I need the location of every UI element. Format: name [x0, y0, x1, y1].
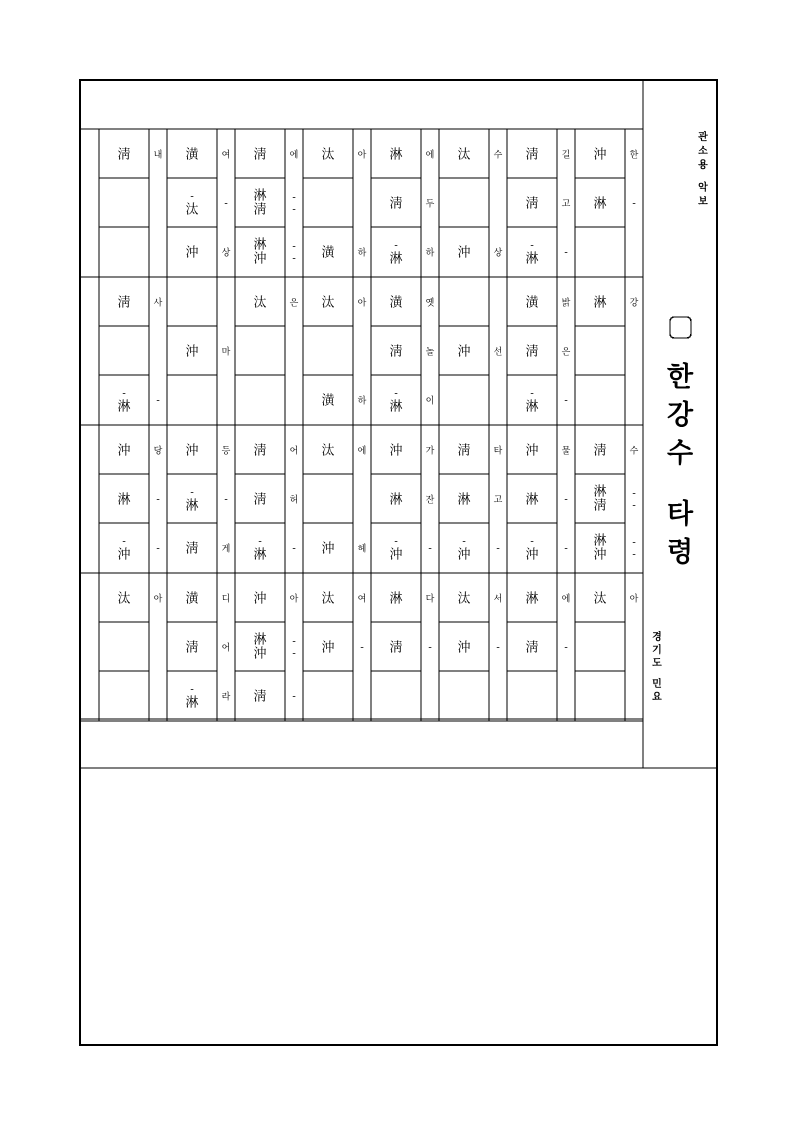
note-glyph: 淸 — [525, 196, 539, 212]
note-glyph: 淸 — [525, 344, 539, 360]
note-cell — [525, 443, 570, 459]
hold-mark: - — [190, 684, 194, 696]
note-cell — [321, 444, 366, 459]
lyric-mark: - — [632, 500, 636, 512]
note-cell — [253, 147, 298, 163]
lyric-syllable: 아 — [357, 298, 367, 309]
note-cell — [593, 295, 638, 311]
lyric-syllable: 하 — [425, 248, 435, 259]
note-cell — [389, 344, 434, 360]
hold-mark: - — [122, 536, 126, 548]
lyric-syllable: 하 — [357, 248, 367, 259]
subtitle-char: 관 — [698, 132, 708, 143]
note-cell — [321, 245, 366, 261]
note-cell — [117, 147, 162, 163]
note-cell — [185, 488, 228, 514]
note-cell — [457, 148, 502, 163]
lyric-mark: - — [496, 543, 500, 555]
note-glyph: 淸 — [389, 344, 403, 360]
lyric-mark: - — [632, 488, 636, 500]
note-glyph: 淋 — [525, 251, 539, 267]
origin-char: 기 — [652, 645, 662, 656]
lyric-mark: - — [292, 636, 296, 648]
note-glyph: 潢 — [321, 393, 335, 409]
title-panel — [651, 130, 708, 703]
note-glyph: 淸 — [525, 640, 539, 656]
note-cell — [185, 591, 230, 607]
origin-char: 도 — [652, 658, 662, 669]
note-glyph: 淋 — [389, 251, 403, 267]
lyric-syllable: 강 — [629, 298, 639, 309]
note-cell — [457, 492, 502, 508]
lyric-syllable: 아 — [289, 594, 299, 605]
lyric-syllable: 사 — [153, 298, 163, 309]
note-glyph: 淋 — [185, 498, 199, 514]
lyric-mark: - — [564, 247, 568, 259]
lyric-syllable: 하 — [357, 396, 367, 407]
note-glyph: 沖 — [185, 344, 199, 360]
lyric-mark: - — [292, 648, 296, 660]
lyric-syllable: 선 — [493, 347, 503, 358]
lyric-syllable: 상 — [493, 248, 503, 259]
note-glyph: 沖 — [253, 646, 267, 662]
origin-char: 요 — [652, 691, 662, 703]
note-glyph: 沖 — [185, 443, 199, 459]
note-glyph: 汰 — [457, 591, 471, 607]
lyric-mark: - — [632, 549, 636, 561]
note-cell — [389, 492, 434, 508]
lyric-syllable: 여 — [357, 594, 367, 605]
note-glyph: 汰 — [321, 295, 335, 311]
lyric-syllable: 여 — [221, 150, 231, 161]
note-glyph: 沖 — [253, 251, 267, 267]
lyric-mark: - — [564, 543, 568, 555]
note-cell — [457, 344, 502, 360]
lyric-syllable: 디 — [221, 594, 231, 605]
note-glyph: 淋 — [593, 196, 607, 212]
lyric-mark: - — [156, 543, 160, 555]
note-cell — [253, 188, 296, 218]
note-cell — [117, 537, 160, 563]
note-cell — [389, 147, 434, 163]
lyric-mark: - — [360, 642, 364, 654]
note-glyph: 沖 — [321, 541, 335, 557]
note-glyph: 沖 — [525, 443, 539, 459]
notation-grid — [80, 129, 643, 721]
note-cell — [253, 237, 296, 267]
outer-border — [80, 80, 717, 1045]
note-glyph: 沖 — [593, 547, 607, 563]
note-glyph: 潢 — [389, 295, 403, 311]
note-glyph: 淸 — [525, 147, 539, 163]
note-glyph: 淋 — [525, 492, 539, 508]
note-glyph: 淸 — [253, 202, 267, 218]
lyric-mark: - — [224, 494, 228, 506]
subtitle-char: 용 — [698, 160, 708, 171]
lyric-mark: - — [496, 642, 500, 654]
lyric-syllable: 타 — [493, 446, 503, 457]
lyric-mark: - — [632, 537, 636, 549]
note-cell — [593, 533, 636, 563]
note-glyph: 汰 — [321, 443, 335, 459]
note-cell — [525, 537, 568, 563]
notation-cells — [117, 147, 638, 711]
note-glyph: 淋 — [525, 399, 539, 415]
subtitle-char: 보 — [698, 196, 708, 208]
note-glyph: 沖 — [117, 443, 131, 459]
note-cell — [457, 443, 502, 459]
lyric-syllable: 내 — [153, 150, 163, 161]
lyric-mark: - — [428, 543, 432, 555]
note-cell — [253, 689, 296, 705]
note-glyph: 淋 — [253, 237, 267, 253]
note-glyph: 淋 — [389, 399, 403, 415]
note-cell — [117, 592, 162, 607]
lyric-syllable: 아 — [153, 594, 163, 605]
lyric-mark: - — [292, 241, 296, 253]
note-cell — [525, 492, 568, 508]
note-cell — [253, 591, 298, 607]
note-glyph: 淋 — [117, 492, 131, 508]
lyric-syllable: 고 — [493, 495, 503, 506]
note-glyph: 淸 — [117, 147, 131, 163]
lyric-syllable: 밝 — [561, 298, 571, 309]
note-cell — [525, 344, 570, 360]
lyric-syllable: 가 — [425, 446, 435, 457]
lyric-syllable: 에 — [561, 594, 571, 605]
note-glyph: 淸 — [593, 498, 607, 514]
note-glyph: 淸 — [253, 443, 267, 459]
lyric-syllable: 놀 — [425, 347, 435, 358]
note-cell — [185, 443, 230, 459]
hold-mark: - — [530, 536, 534, 548]
note-glyph: 沖 — [389, 443, 403, 459]
note-cell — [253, 443, 298, 459]
lyric-syllable: 아 — [629, 594, 639, 605]
note-glyph: 淸 — [253, 147, 267, 163]
note-cell — [185, 640, 230, 656]
note-cell — [185, 147, 230, 163]
note-cell — [321, 296, 366, 311]
lyric-syllable: 고 — [561, 199, 571, 210]
note-cell — [525, 295, 570, 311]
note-cell — [117, 492, 160, 508]
note-glyph: 沖 — [253, 591, 267, 607]
note-cell — [253, 296, 298, 311]
lyric-mark: - — [564, 494, 568, 506]
note-glyph: 淸 — [457, 443, 471, 459]
note-glyph: 淋 — [593, 533, 607, 549]
note-cell — [321, 640, 364, 656]
lyric-syllable: 물 — [561, 446, 571, 457]
hold-mark: - — [394, 240, 398, 252]
note-glyph: 淸 — [185, 640, 199, 656]
origin-char: 경 — [652, 632, 662, 643]
note-glyph: 沖 — [457, 640, 471, 656]
lyric-syllable: 허 — [289, 495, 299, 506]
subtitle-char: 악 — [698, 182, 708, 194]
note-glyph: 汰 — [593, 591, 607, 607]
note-cell — [185, 245, 230, 261]
lyric-mark: - — [224, 198, 228, 210]
note-glyph: 淸 — [185, 541, 199, 557]
note-glyph: 潢 — [525, 295, 539, 311]
lyric-mark: - — [292, 253, 296, 265]
lyric-syllable: 이 — [425, 396, 435, 407]
note-cell — [389, 241, 434, 267]
note-cell — [389, 389, 434, 415]
origin-label-vertical — [651, 630, 662, 703]
note-cell — [593, 592, 638, 607]
lyric-syllable: 마 — [221, 347, 231, 358]
note-glyph: 沖 — [457, 344, 471, 360]
lyric-mark: - — [292, 543, 296, 555]
lyric-syllable: 헤 — [357, 544, 367, 555]
lyric-syllable: 서 — [493, 594, 503, 605]
lyric-mark: - — [292, 204, 296, 216]
note-cell — [525, 389, 568, 415]
hold-mark: - — [462, 536, 466, 548]
note-cell — [525, 591, 570, 607]
note-glyph: 淋 — [525, 591, 539, 607]
note-cell — [593, 443, 638, 459]
lyric-syllable: 게 — [221, 544, 231, 555]
note-cell — [457, 640, 500, 656]
lyric-syllable: 에 — [357, 446, 367, 457]
lyric-syllable: 어 — [221, 643, 231, 654]
note-glyph: 沖 — [457, 547, 471, 563]
lyric-syllable: 등 — [221, 446, 231, 457]
lyric-mark: - — [292, 691, 296, 703]
note-glyph: 汰 — [321, 591, 335, 607]
note-glyph: 淋 — [253, 632, 267, 648]
note-glyph: 淋 — [389, 591, 403, 607]
note-glyph: 淸 — [389, 640, 403, 656]
lyric-syllable: 한 — [629, 150, 639, 161]
subtitle-char: 소 — [698, 146, 708, 157]
page-title-vertical — [667, 361, 694, 568]
note-cell — [457, 592, 502, 607]
title-char: 령 — [666, 536, 694, 568]
note-glyph: 汰 — [117, 591, 131, 607]
lyric-mark: - — [632, 198, 636, 210]
note-cell — [389, 443, 434, 459]
hold-mark: - — [190, 487, 194, 499]
note-cell — [525, 640, 568, 656]
note-cell — [321, 592, 366, 607]
lyric-syllable: 옛 — [425, 298, 435, 309]
lyric-syllable: 은 — [561, 347, 571, 358]
note-glyph: 潢 — [185, 591, 199, 607]
note-glyph: 淋 — [389, 492, 403, 508]
note-cell — [593, 147, 638, 163]
lyric-syllable: 은 — [289, 298, 299, 309]
hold-mark: - — [258, 536, 262, 548]
lyric-syllable: 어 — [289, 446, 299, 457]
note-glyph: 汰 — [253, 295, 267, 311]
note-glyph: 沖 — [117, 547, 131, 563]
note-glyph: 淸 — [253, 492, 267, 508]
note-cell — [593, 196, 636, 212]
lyric-syllable: 라 — [221, 692, 231, 703]
lyric-mark: - — [156, 395, 160, 407]
hold-mark: - — [530, 388, 534, 400]
note-glyph: 淋 — [593, 484, 607, 500]
title-char: 수 — [666, 438, 694, 469]
lyric-syllable: 잔 — [425, 495, 435, 506]
lyric-syllable: 다 — [425, 594, 435, 605]
note-glyph: 淸 — [253, 689, 267, 705]
note-cell — [321, 393, 366, 409]
note-glyph: 汰 — [321, 147, 335, 163]
lyric-syllable: 아 — [357, 150, 367, 161]
note-glyph: 汰 — [457, 147, 471, 163]
hold-mark: - — [394, 536, 398, 548]
lyric-syllable: 상 — [221, 248, 231, 259]
lyric-syllable: 에 — [289, 150, 299, 161]
note-cell — [117, 389, 160, 415]
note-glyph: 淸 — [117, 295, 131, 311]
origin-char: 민 — [652, 678, 662, 690]
lyric-mark: - — [564, 395, 568, 407]
title-char: 강 — [666, 400, 694, 431]
lyric-syllable: 당 — [153, 446, 163, 457]
note-cell — [593, 484, 636, 514]
note-glyph: 沖 — [321, 640, 335, 656]
note-glyph: 淋 — [457, 492, 471, 508]
note-cell — [321, 541, 366, 557]
note-cell — [321, 148, 366, 163]
note-glyph: 淋 — [253, 547, 267, 563]
note-glyph: 沖 — [593, 147, 607, 163]
note-cell — [185, 344, 230, 360]
title-box-icon — [670, 317, 691, 338]
note-cell — [185, 541, 230, 557]
lyric-syllable: 두 — [425, 199, 435, 210]
note-cell — [389, 196, 434, 212]
hold-mark: - — [394, 388, 398, 400]
note-cell — [185, 685, 230, 711]
lyric-syllable: 에 — [425, 150, 435, 161]
hold-mark: - — [122, 388, 126, 400]
note-cell — [457, 537, 500, 563]
note-cell — [525, 196, 570, 212]
note-cell — [389, 537, 432, 563]
note-glyph: 潢 — [185, 147, 199, 163]
lyric-syllable: 수 — [629, 446, 639, 457]
page-frame — [80, 80, 717, 1045]
note-glyph: 沖 — [457, 245, 471, 261]
note-cell — [525, 147, 570, 163]
lyric-mark: - — [564, 642, 568, 654]
subtitle-vertical — [697, 130, 708, 207]
note-cell — [253, 632, 296, 662]
note-glyph: 沖 — [525, 547, 539, 563]
lyric-mark: - — [428, 642, 432, 654]
note-glyph: 潢 — [321, 245, 335, 261]
note-cell — [389, 640, 432, 656]
note-glyph: 沖 — [389, 547, 403, 563]
lyric-mark: - — [292, 192, 296, 204]
note-cell — [253, 537, 296, 563]
note-glyph: 淋 — [253, 188, 267, 204]
note-cell — [389, 591, 434, 607]
note-cell — [253, 492, 298, 508]
hold-mark: - — [190, 191, 194, 203]
note-glyph: 淸 — [593, 443, 607, 459]
note-glyph: 淋 — [117, 399, 131, 415]
lyric-syllable: 길 — [561, 150, 571, 161]
title-char: 타 — [666, 498, 694, 530]
note-cell — [389, 295, 434, 311]
hold-mark: - — [530, 240, 534, 252]
lyric-mark: - — [156, 494, 160, 506]
note-cell — [457, 245, 502, 261]
note-glyph: 淋 — [593, 295, 607, 311]
note-glyph: 淸 — [389, 196, 403, 212]
note-glyph: 汰 — [185, 202, 199, 218]
note-cell — [185, 192, 228, 218]
title-char: 한 — [666, 362, 694, 393]
note-cell — [117, 295, 162, 311]
note-glyph: 淋 — [185, 695, 199, 711]
lyric-syllable: 수 — [493, 150, 503, 161]
note-glyph: 淋 — [389, 147, 403, 163]
note-glyph: 沖 — [185, 245, 199, 261]
note-cell — [117, 443, 162, 459]
note-cell — [525, 241, 568, 267]
